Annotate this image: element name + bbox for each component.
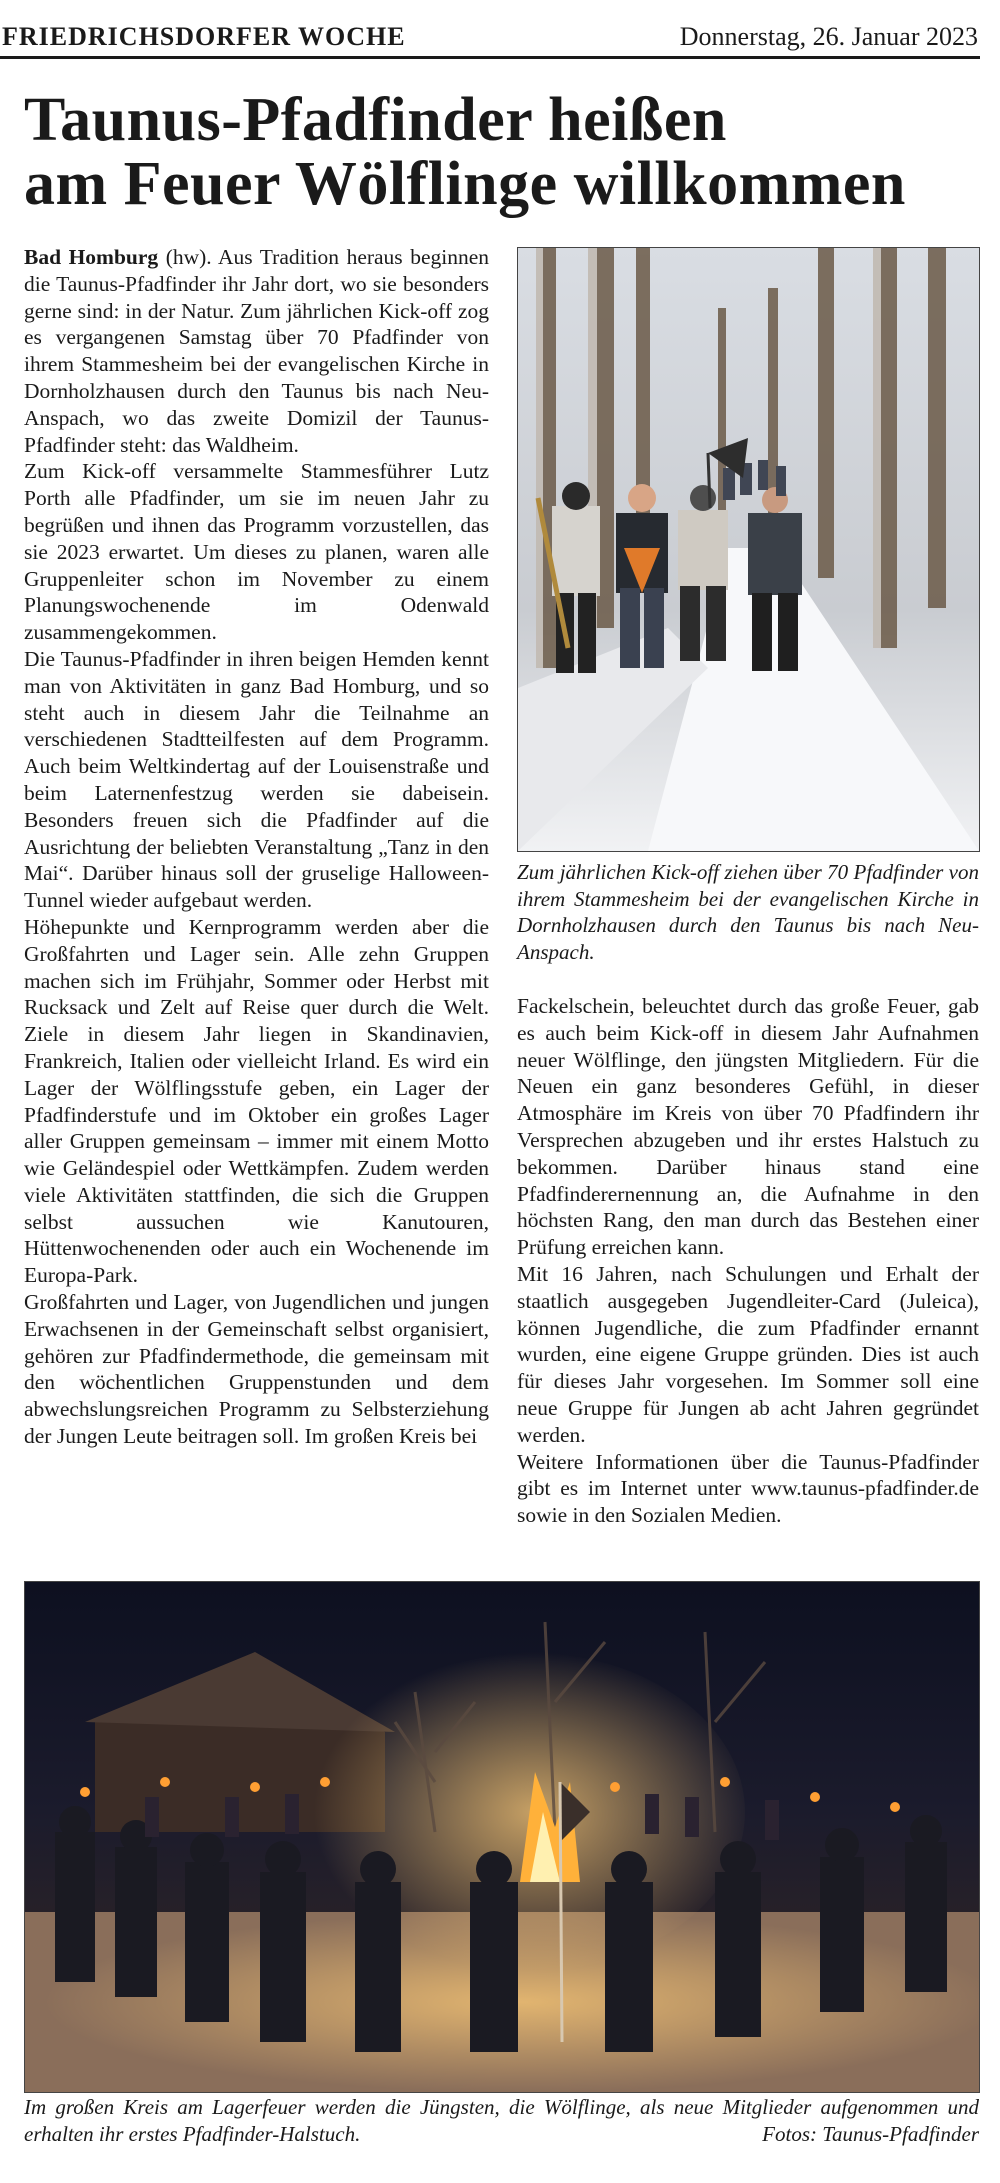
article-column-left xyxy=(24,244,489,1450)
dateline: Bad Homburg xyxy=(24,245,159,269)
campfire-caption-text: Im großen Kreis am Lagerfeuer werden die Jüngsten, die Wölflinge, als neue Mitglieder aufgenommen und erhalten ihr erstes Pfadfinder-Halstuch. xyxy=(24,2095,979,2146)
article-paragraph-6: Fackelschein, beleuchtet durch das große Feuer, gab es auch beim Kick-off in diesem Jahr Aufnahmen neuer Wölflinge, den jüngsten Mitgliedern. Für die Neuen ein ganz besonderes Gefühl, in dieser Atmosphäre im Kreis von über 70 Pfadfindern ihr Versprechen abzugeben und ihr erstes Halstuch zu bekommen. Darüber hinaus stand eine Pfadfinderernennung an, die Aufnahme in den höchsten Rang, den man durch das Bestehen einer Prüfung erreichen kann. xyxy=(517,994,979,1260)
article-paragraph-4: Höhepunkte und Kernprogramm werden aber die Großfahrten und Lager sein. Alle zehn Gruppen machen sich im Frühjahr, Sommer oder Herbst mit Rucksack und Zelt auf Reise quer durch die Welt. Ziele in diesem Jahr liegen in Skandinavien, Frankreich, Italien oder vielleicht Irland. Es wird ein Lager der Wölflingsstufe geben, ein Lager der Pfadfinderstufe und im Oktober ein großes Lager aller Gruppen gemeinsam – immer mit einem Motto wie Geländespiel oder Wettkämpfen. Zudem werden viele Aktivitäten stattfinden, die sich die Gruppen selbst aussuchen wie Kanutouren, Hüttenwochenenden oder auch ein Wochenende im Europa-Park. xyxy=(24,914,489,1288)
forest-hike-illustration xyxy=(518,248,979,851)
forest-hike-photo xyxy=(517,247,980,852)
campfire-illustration xyxy=(25,1582,979,2092)
headline-line-2: am Feuer Wölflinge willkommen xyxy=(24,150,906,218)
article-paragraph-2: Zum Kick-off versammelte Stammesführer Lutz Porth alle Pfadfinder, um sie im neuen Jahr zu begrüßen und ihnen das Programm vorzustellen, das sie 2023 erwartet. Um dieses zu planen, waren alle Gruppenleiter schon im November zu einem Planungswochenende im Odenwald zusammengekommen. xyxy=(24,459,489,645)
article-paragraph-5: Großfahrten und Lager, von Jugendlichen und jungen Erwachsenen in der Gemeinschaft selbst organisiert, gehören zur Pfadfindermethode, die gemeinsam mit den wöchentlichen Gruppenstunden und dem abwechslungsreichen Programm zu Selbsterziehung der Jungen Leute beitragen soll. Im großen Kreis bei xyxy=(24,1290,489,1449)
article-paragraph-1 xyxy=(24,244,489,458)
article-paragraph-3: Die Taunus-Pfadfinder in ihren beigen Hemden kennt man von Aktivitäten in ganz Bad Homburg, und so steht auch in diesem Jahr die Teilnahme an verschiedenen Stadtteilfesten auf dem Programm. Auch beim Weltkindertag auf der Louisenstraße und beim Laternenfestzug werden sie dabeisein. Besonders freuen sich die Pfadfinder auf die Ausrichtung der beliebten Veranstaltung „Tanz in den Mai“. Darüber hinaus soll der gruselige Halloween-Tunnel wieder aufgebaut werden. xyxy=(24,646,489,913)
masthead xyxy=(0,18,980,59)
paragraph-1-text: (hw). Aus Tradition heraus beginnen die Taunus-Pfadfinder ihr Jahr dort, wo sie besonders gerne sind: in der Natur. Zum jährlichen Kick-off zog es vergangenen Samstag über 70 Pfadfinder von ihrem Stammesheim bei der evangelischen Kirche in Dornholzhausen durch den Taunus bis nach Neu-Anspach, wo das zweite Domizil der Taunus-Pfadfinder steht: das Waldheim. xyxy=(24,245,490,457)
issue-date: Donnerstag, 26. Januar 2023 xyxy=(679,22,978,51)
headline-line-1: Taunus-Pfadfinder heißen xyxy=(24,86,727,154)
newspaper-name: FRIEDRICHSDORFER WOCHE xyxy=(2,22,406,51)
article-column-right xyxy=(517,993,979,1529)
forest-photo-caption: Zum jährlichen Kick-off ziehen über 70 Pfadfinder von ihrem Stammesheim bei der evangelischen Kirche in Dornholzhausen durch den Taunus bis nach Neu-Anspach. xyxy=(517,860,979,964)
article-headline xyxy=(24,88,984,216)
campfire-circle-photo xyxy=(24,1581,980,2093)
article-paragraph-7: Mit 16 Jahren, nach Schulungen und Erhalt der staatlich ausgegeben Jugendleiter-Card (Juleica), können Jugendliche, die zum Pfadfinder ernannt wurden, eine eigene Gruppe gründen. Dies ist auch für dieses Jahr vorgesehen. Im Sommer soll eine neue Gruppe für Jungen ab acht Jahren gegründet werden. xyxy=(517,1261,979,1447)
campfire-photo-caption xyxy=(24,2094,979,2147)
photo-credit: Fotos: Taunus-Pfadfinder xyxy=(762,2121,979,2146)
article-paragraph-8: Weitere Informationen über die Taunus-Pfadfinder gibt es im Internet unter www.taunus-pfadfinder.de sowie in den Sozialen Medien. xyxy=(517,1449,979,1528)
